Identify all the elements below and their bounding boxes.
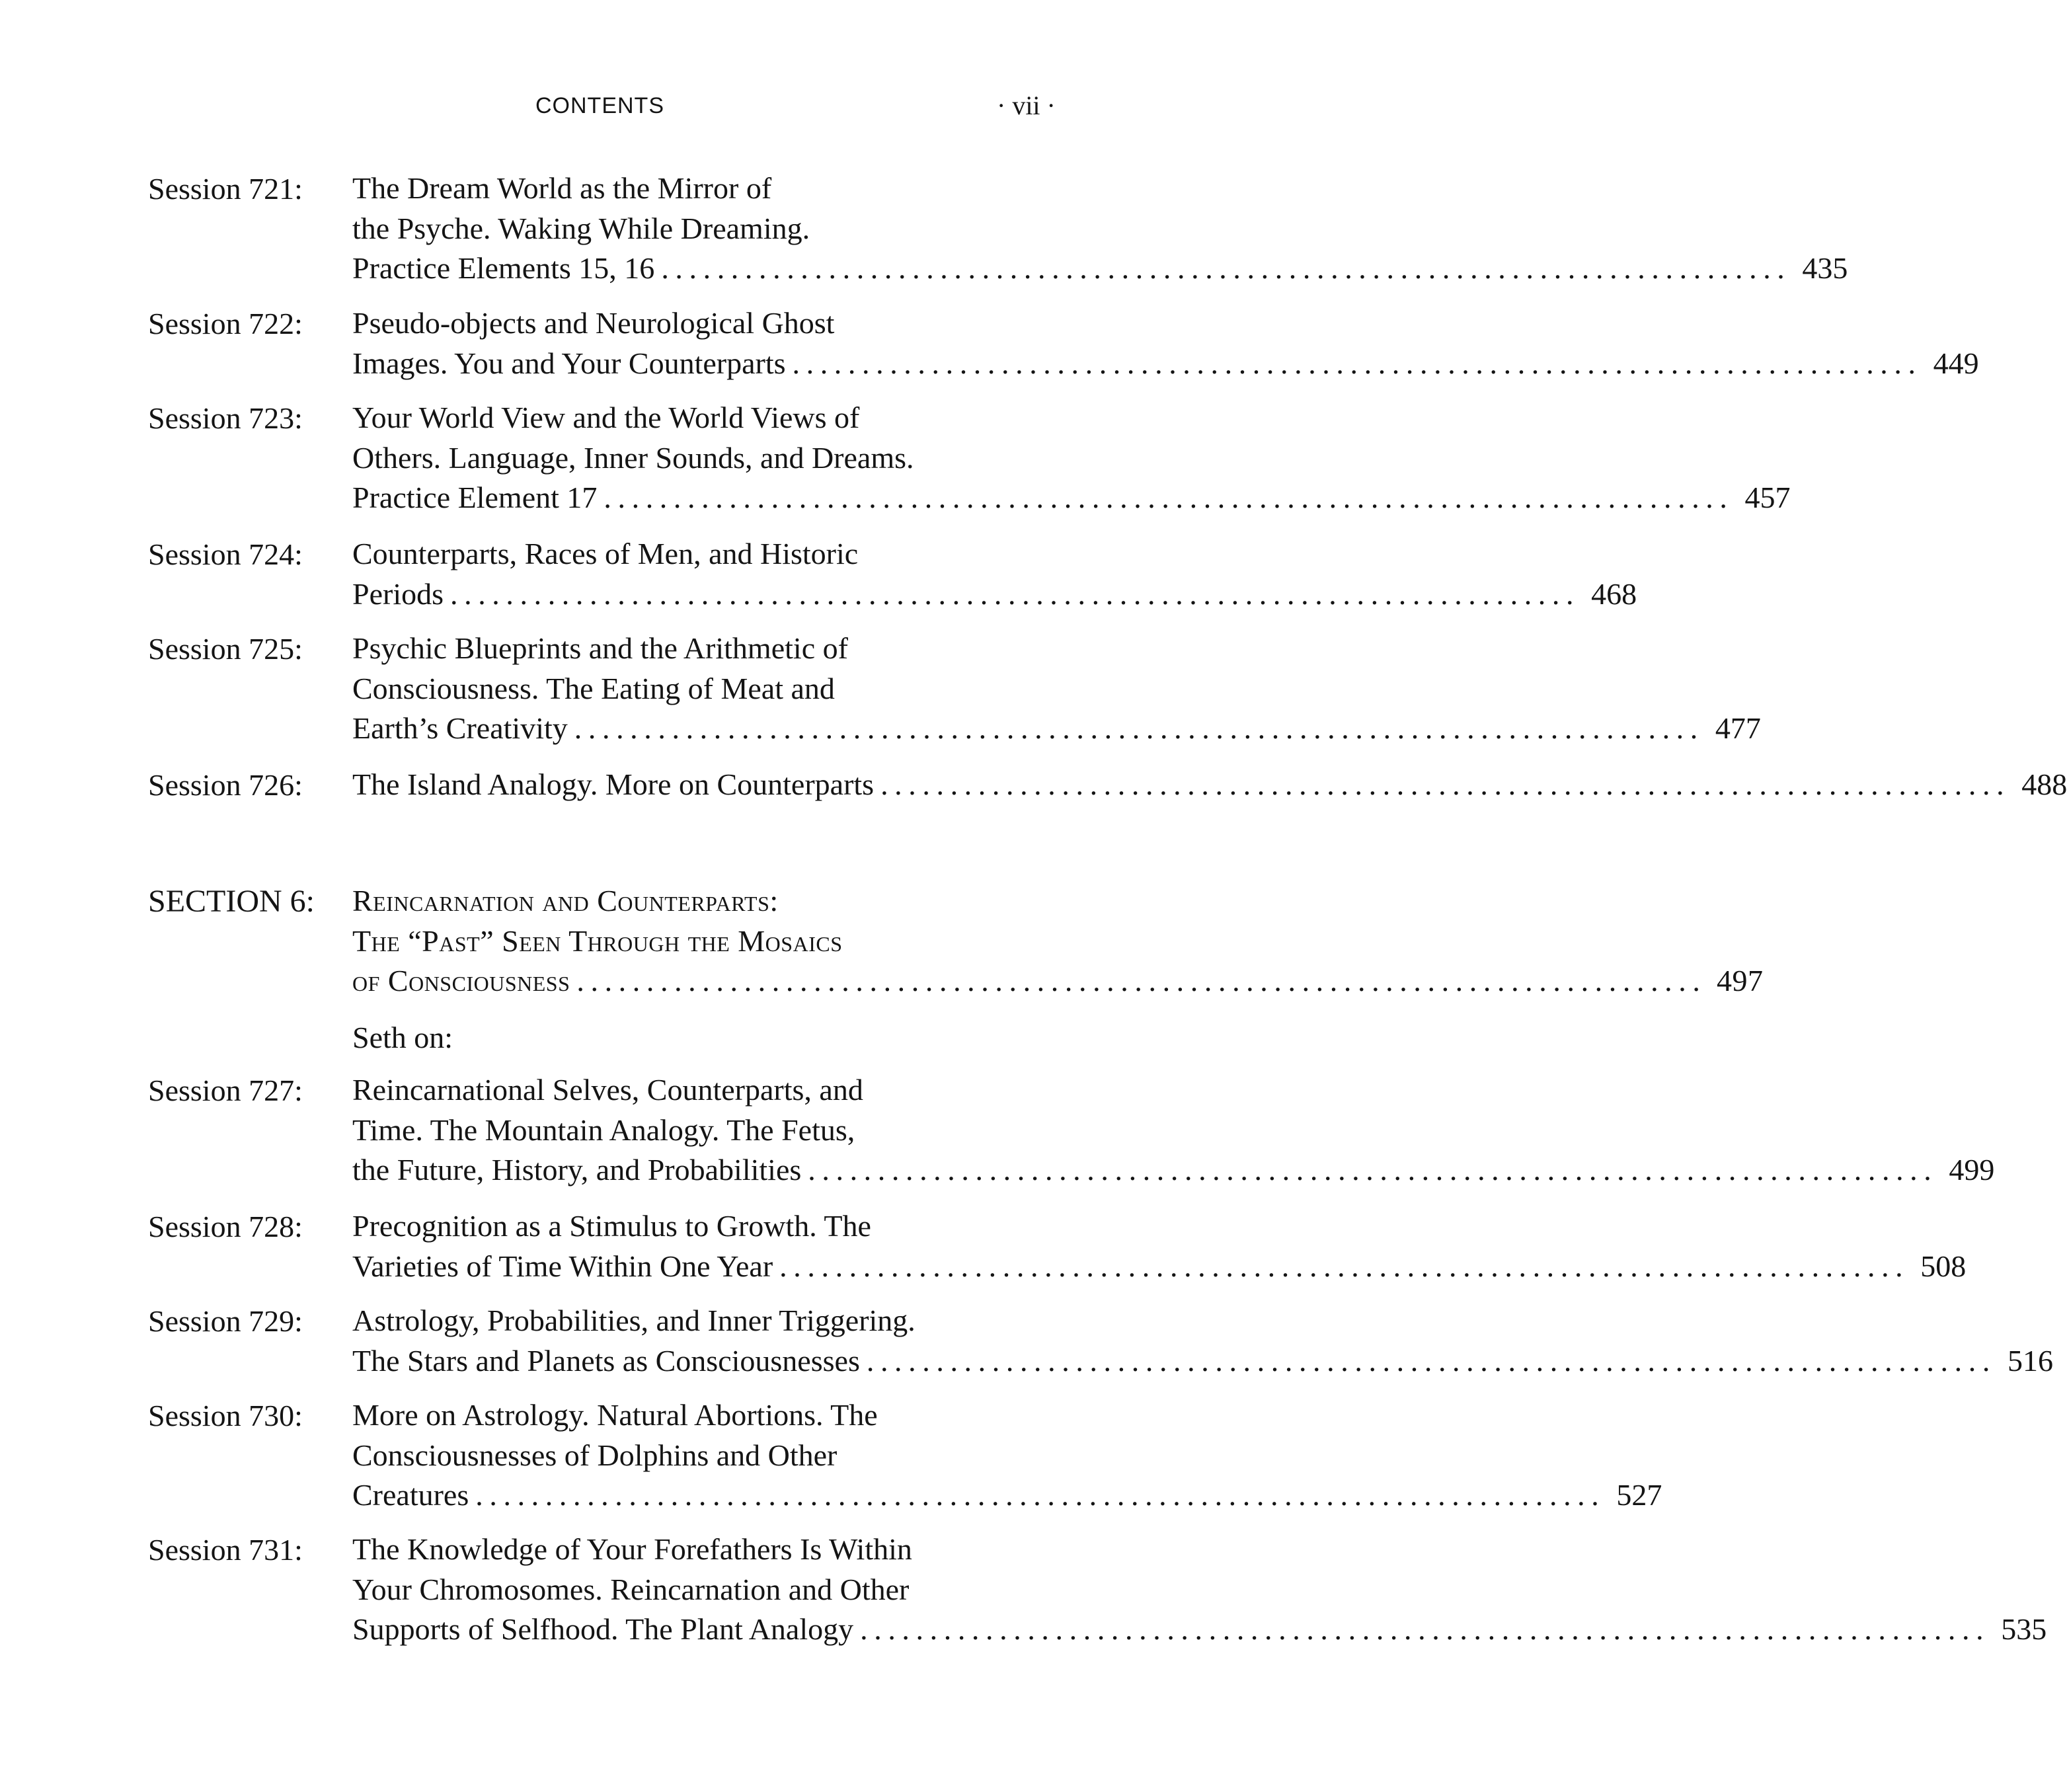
page-header bbox=[0, 86, 1184, 126]
title-line: More on Astrology. Natural Abortions. The bbox=[352, 1398, 878, 1432]
title-last-line bbox=[352, 574, 1637, 615]
title-last-line bbox=[352, 765, 2067, 805]
toc-entry-session-727[interactable] bbox=[0, 1070, 1995, 1206]
title-line: of Consciousness bbox=[352, 964, 570, 997]
toc-entry-session-722[interactable] bbox=[0, 303, 1979, 398]
title-last-line bbox=[352, 344, 1979, 384]
title-line: Varieties of Time Within One Year bbox=[352, 1249, 773, 1283]
title-line: Reincarnational Selves, Counterparts, and bbox=[352, 1073, 863, 1107]
title-line: Consciousnesses of Dolphins and Other bbox=[352, 1438, 838, 1472]
dot-leader: ................................................................................. bbox=[450, 576, 1580, 611]
title-line: Periods bbox=[352, 576, 444, 611]
toc-entry-session-728[interactable] bbox=[0, 1206, 1967, 1301]
page-ref: 468 bbox=[1591, 576, 1637, 611]
dot-leader: ................................................................................. bbox=[860, 1612, 1990, 1646]
dot-leader: ................................................................................. bbox=[576, 964, 1707, 997]
entry-title bbox=[352, 534, 1637, 614]
title-last-line bbox=[352, 1610, 2047, 1650]
dot-leader: ................................................................................. bbox=[475, 1478, 1606, 1512]
entry-title bbox=[352, 169, 1848, 289]
title-line: Time. The Mountain Analogy. The Fetus, bbox=[352, 1112, 855, 1147]
title-last-line bbox=[352, 1475, 1662, 1516]
title-last-line bbox=[352, 1150, 1995, 1190]
title-line: Counterparts, Races of Men, and Historic bbox=[352, 537, 859, 570]
title-line: the Psyche. Waking While Dreaming. bbox=[352, 211, 810, 245]
page-ref: 527 bbox=[1616, 1478, 1662, 1512]
toc-entry-session-724[interactable] bbox=[0, 534, 1637, 629]
entry-title bbox=[352, 1070, 1995, 1190]
toc-entry-session-729[interactable] bbox=[0, 1301, 2053, 1395]
session-label: Session 730: bbox=[148, 1399, 303, 1432]
toc-entry-session-726[interactable] bbox=[0, 765, 2067, 881]
dot-leader: ................................................................................. bbox=[808, 1153, 1938, 1187]
title-line: Practice Element 17 bbox=[352, 481, 598, 514]
session-label: Session 722: bbox=[148, 307, 303, 340]
toc-entry-session-721[interactable] bbox=[0, 169, 1848, 303]
toc-entry-session-725[interactable] bbox=[0, 629, 1761, 765]
title-line: Earth’s Creativity bbox=[352, 711, 568, 745]
title-line: Images. You and Your Counterparts bbox=[352, 346, 786, 380]
title-last-line bbox=[352, 478, 1791, 518]
session-label: Session 724: bbox=[148, 537, 303, 571]
toc-entry-session-730[interactable] bbox=[0, 1395, 1662, 1530]
page-ref: 457 bbox=[1744, 481, 1791, 514]
title-last-line bbox=[352, 1247, 1967, 1287]
title-line: Your World View and the World Views of bbox=[352, 401, 860, 434]
title-last-line bbox=[352, 249, 1848, 289]
title-line: Consciousness. The Eating of Meat and bbox=[352, 671, 835, 705]
entry-title bbox=[352, 398, 1791, 518]
entry-title bbox=[352, 1301, 2053, 1381]
title-line: Astrology, Probabilities, and Inner Triggering. bbox=[352, 1304, 916, 1337]
title-last-line bbox=[352, 1341, 2053, 1382]
session-label: Session 731: bbox=[148, 1533, 303, 1567]
page-ref: 488 bbox=[2021, 767, 2067, 801]
title-line: Reincarnation and Counterparts: bbox=[352, 884, 779, 917]
dot-leader: ................................................................................. bbox=[792, 346, 1922, 380]
title-line: Creatures bbox=[352, 1478, 469, 1512]
page-ref: 499 bbox=[1949, 1153, 1995, 1187]
entry-title bbox=[352, 765, 2067, 805]
session-label: Session 721: bbox=[148, 172, 303, 206]
title-line: The “Past” Seen Through the Mosaics bbox=[352, 923, 843, 958]
title-line: The Stars and Planets as Consciousnesses bbox=[352, 1343, 860, 1378]
session-label: Session 723: bbox=[148, 401, 303, 435]
entry-title bbox=[352, 1206, 1967, 1286]
page-ref: 449 bbox=[1933, 346, 1979, 380]
dot-leader: ................................................................................. bbox=[574, 711, 1704, 745]
entry-title bbox=[352, 629, 1761, 749]
title-last-line bbox=[352, 709, 1761, 749]
session-label: Session 726: bbox=[148, 768, 303, 802]
title-line: The Island Analogy. More on Counterparts bbox=[352, 767, 875, 801]
section-label: SECTION 6: bbox=[148, 884, 315, 919]
session-label: Session 729: bbox=[148, 1304, 303, 1338]
dot-leader: ................................................................................. bbox=[779, 1249, 1910, 1283]
running-head: CONTENTS bbox=[535, 93, 664, 118]
page-ref: 435 bbox=[1802, 251, 1848, 285]
entry-title bbox=[352, 303, 1979, 383]
title-line: Others. Language, Inner Sounds, and Dreams. bbox=[352, 440, 914, 475]
session-label: Session 728: bbox=[148, 1210, 303, 1243]
toc-entry-session-731[interactable] bbox=[0, 1530, 2047, 1655]
title-line: The Dream World as the Mirror of bbox=[352, 171, 772, 205]
dot-leader: ................................................................................. bbox=[661, 251, 1791, 285]
section-title bbox=[352, 881, 1764, 1001]
title-line: Your Chromosomes. Reincarnation and Other bbox=[352, 1572, 910, 1606]
page-ref: 508 bbox=[1920, 1249, 1967, 1283]
entry-title bbox=[352, 1530, 2047, 1650]
title-line: Supports of Selfhood. The Plant Analogy bbox=[352, 1612, 854, 1646]
title-line: the Future, History, and Probabilities bbox=[352, 1153, 802, 1187]
session-label: Session 725: bbox=[148, 632, 303, 666]
dot-leader: ................................................................................. bbox=[604, 481, 1734, 514]
toc-entry-session-723[interactable] bbox=[0, 398, 1791, 534]
title-line: Practice Elements 15, 16 bbox=[352, 251, 655, 285]
section-subhead: Seth on: bbox=[352, 1021, 453, 1054]
page-ref: 516 bbox=[2007, 1343, 2053, 1378]
dot-leader: ................................................................................. bbox=[866, 1343, 1996, 1378]
page-ref: 535 bbox=[2001, 1612, 2047, 1646]
page-number: · vii · bbox=[997, 91, 1056, 120]
page-ref: 477 bbox=[1715, 711, 1761, 745]
title-line: Precognition as a Stimulus to Growth. The bbox=[352, 1209, 871, 1243]
table-of-contents bbox=[0, 169, 2067, 1655]
title-line: Pseudo-objects and Neurological Ghost bbox=[352, 306, 835, 340]
title-line: The Knowledge of Your Forefathers Is Within bbox=[352, 1532, 912, 1566]
title-line: Psychic Blueprints and the Arithmetic of bbox=[352, 631, 848, 665]
title-last-line bbox=[352, 961, 1764, 1001]
session-label: Session 727: bbox=[148, 1073, 303, 1107]
page-ref: 497 bbox=[1716, 964, 1764, 997]
toc-section-6[interactable] bbox=[0, 881, 1764, 1017]
entry-title bbox=[352, 1395, 1662, 1516]
dot-leader: ................................................................................. bbox=[880, 767, 2011, 801]
